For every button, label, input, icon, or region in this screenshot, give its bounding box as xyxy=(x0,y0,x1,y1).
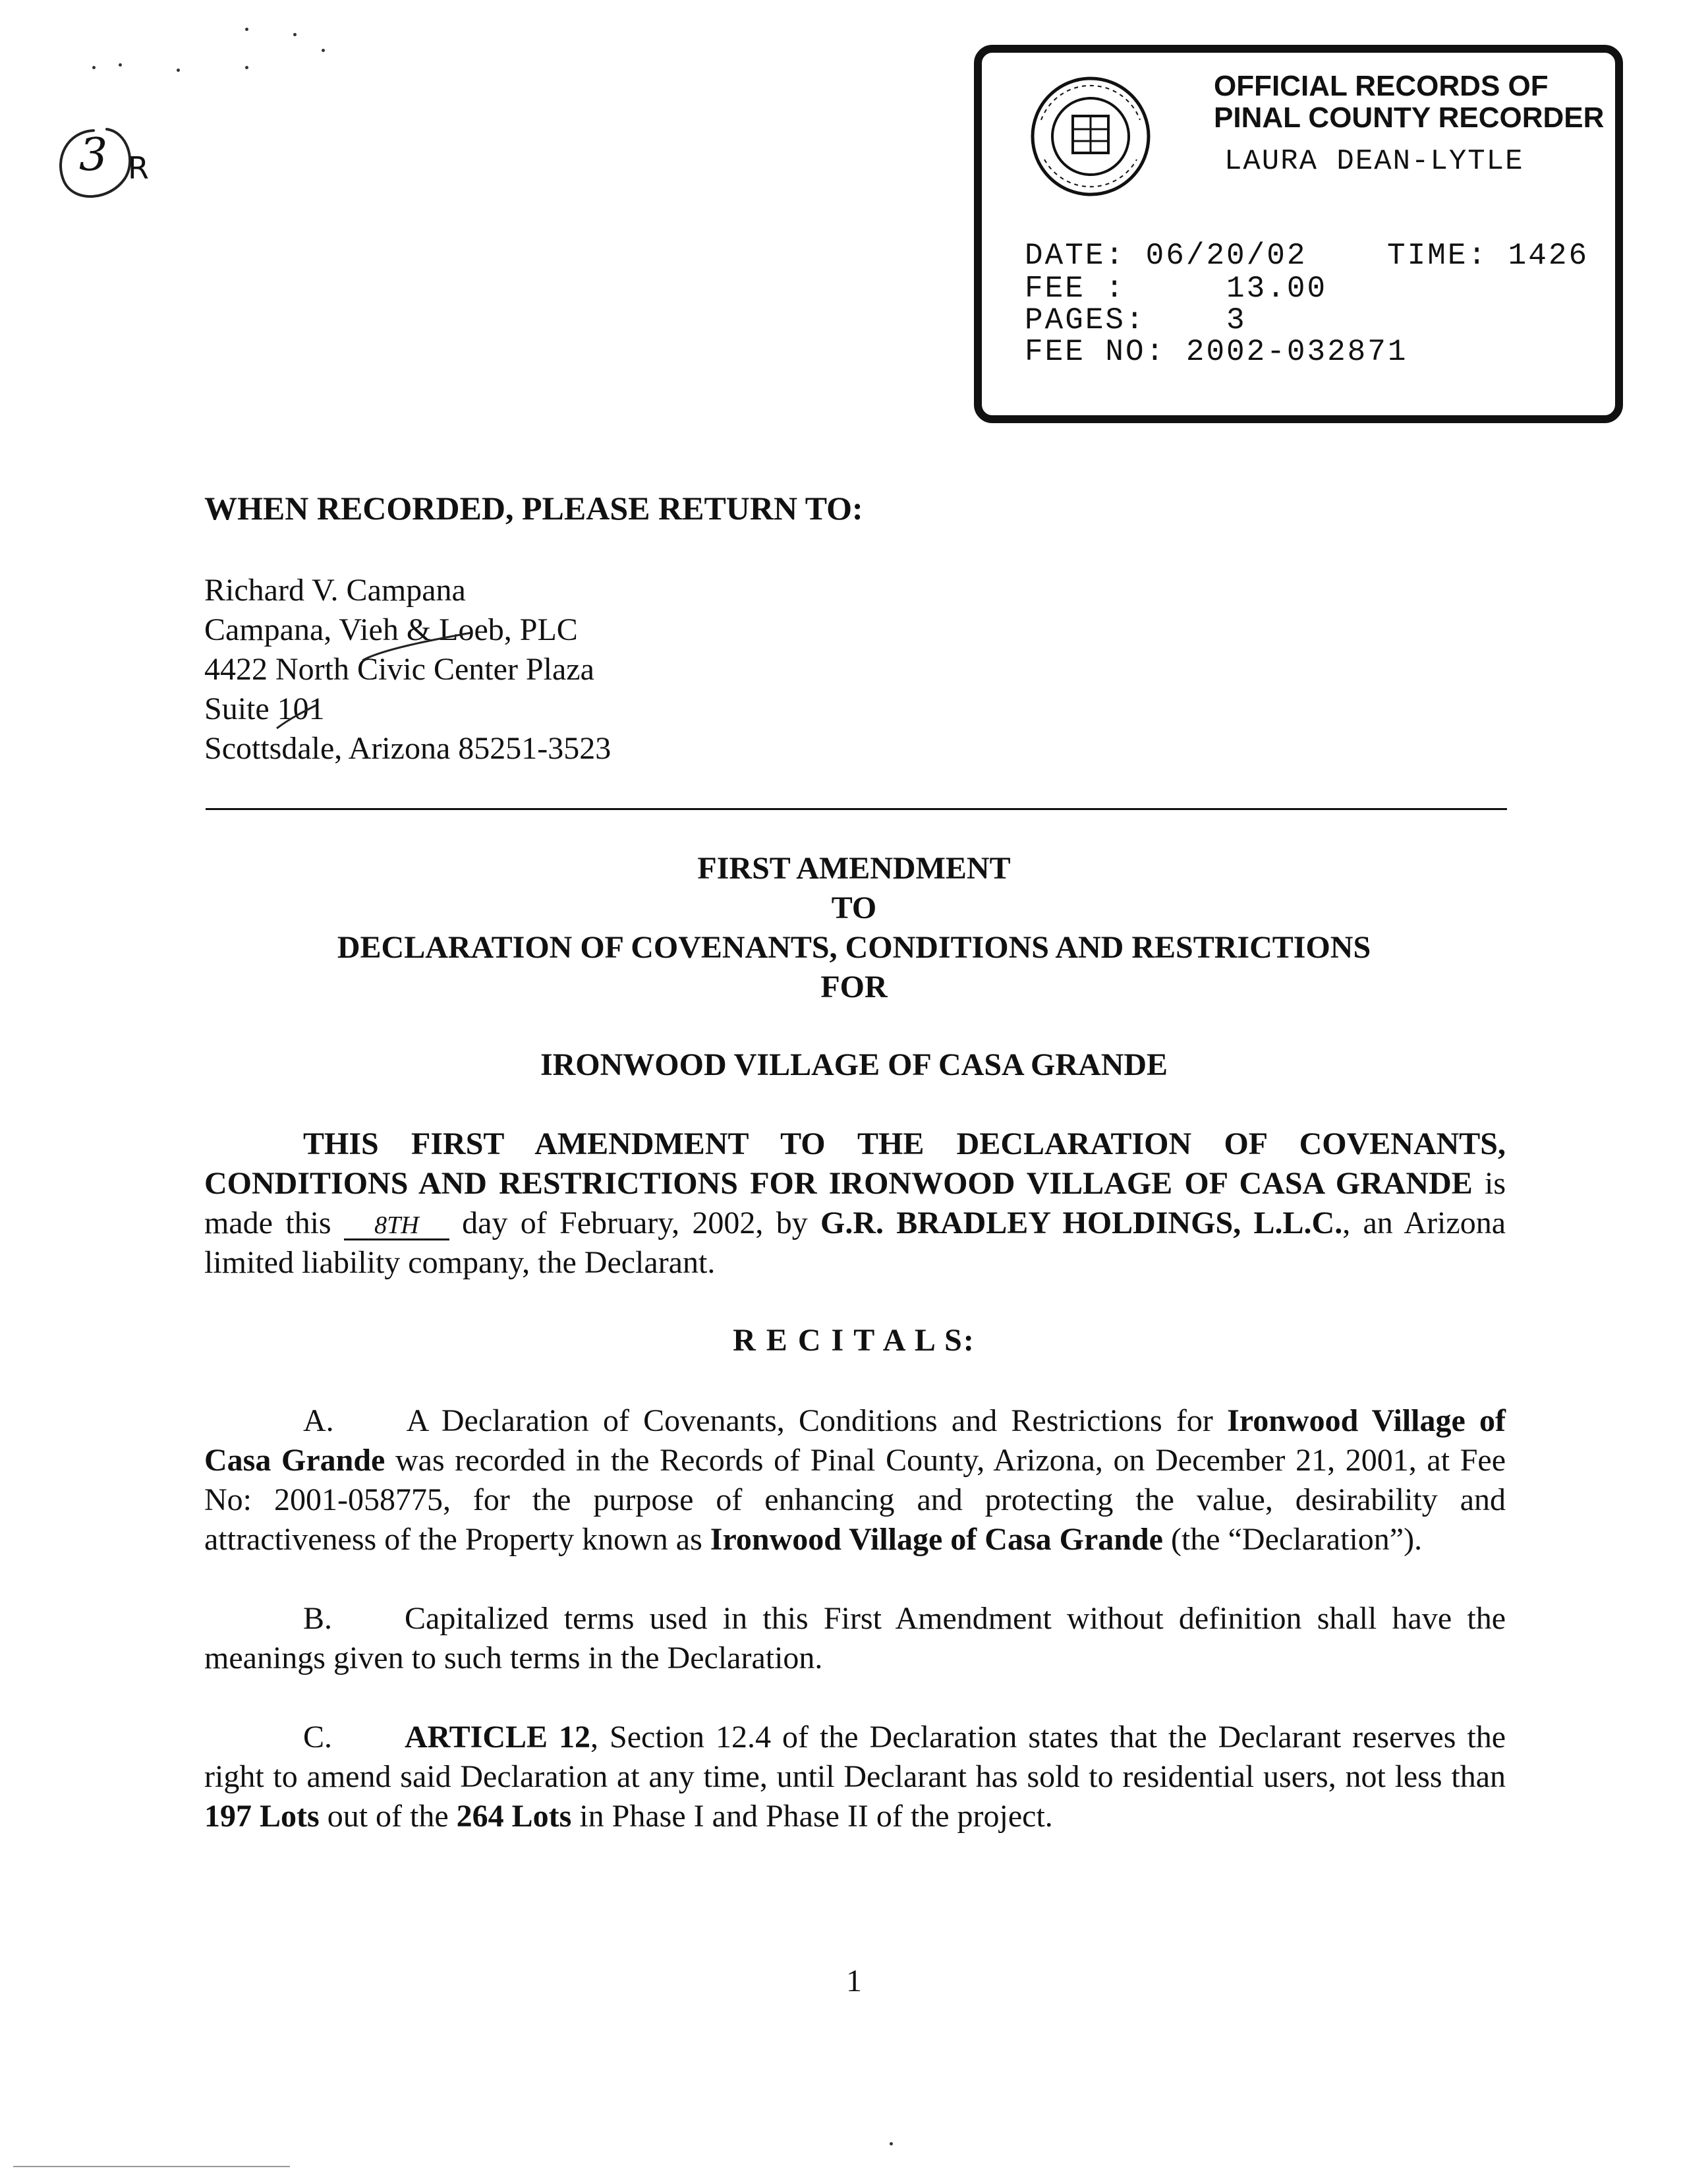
stamp-date: DATE: 06/20/02 xyxy=(1025,239,1307,273)
intro-bold-lead: THIS FIRST AMENDMENT TO THE DECLARATION OF COVENANTS, CONDITIONS AND RESTRICTIONS FOR IRONWOOD VILLAGE OF CASA GRANDE xyxy=(204,1126,1506,1201)
recorder-name: LAURA DEAN-LYTLE xyxy=(1224,145,1524,178)
intro-text: , an Arizona limited liability company, the Declarant. xyxy=(204,1206,1506,1280)
recital-bold: ARTICLE 12 xyxy=(405,1720,591,1755)
scan-speck xyxy=(322,49,325,52)
scan-speck xyxy=(119,63,122,67)
margin-note-circle-icon xyxy=(47,112,192,211)
declarant-company: G.R. BRADLEY HOLDINGS, L.L.C. xyxy=(820,1206,1343,1240)
recital-bold: Ironwood Village of Casa Grande xyxy=(204,1403,1506,1478)
stamp-fee-number: FEE NO: 2002-032871 xyxy=(1025,335,1408,369)
intro-paragraph xyxy=(204,1124,1506,1283)
handwritten-day: 8TH xyxy=(344,1212,449,1240)
recital-bold: 197 Lots xyxy=(204,1799,320,1834)
scan-speck xyxy=(92,66,96,69)
margin-note-number: 3 xyxy=(79,129,108,181)
recital-text: was recorded in the Records of Pinal County, Arizona, on December 21, 2001, at Fee No: 2001-058775, for the purpose of enhancing and protecting the value, desirability and attractiveness of the Property known as xyxy=(204,1443,1506,1557)
scan-speck xyxy=(890,2142,893,2145)
scan-speck xyxy=(245,66,248,69)
recital-text: A Declaration of Covenants, Conditions and Restrictions for xyxy=(406,1403,1228,1438)
title-line3: DECLARATION OF COVENANTS, CONDITIONS AND RESTRICTIONS xyxy=(337,930,1371,965)
return-address-line: Richard V. Campana xyxy=(204,573,466,608)
recital-text: out of the xyxy=(319,1799,457,1834)
title-line4: FOR xyxy=(820,970,888,1004)
intro-text: is made this xyxy=(204,1166,1506,1240)
return-address-line: Campana, Vieh & Loeb, PLC xyxy=(204,612,578,647)
stamp-pages: PAGES: 3 xyxy=(1025,303,1247,337)
section-divider xyxy=(206,808,1507,810)
recitals-heading: R E C I T A L S: xyxy=(733,1323,975,1358)
recital-a xyxy=(204,1401,1506,1559)
recital-c-label: C. xyxy=(303,1720,333,1755)
recital-bold: 264 Lots xyxy=(456,1799,572,1834)
scan-speck xyxy=(177,69,180,72)
handwritten-strike-marks xyxy=(217,613,560,745)
recital-text: in Phase I and Phase II of the project. xyxy=(571,1799,1053,1834)
page-number: 1 xyxy=(846,1964,862,1998)
margin-note xyxy=(47,112,192,211)
recital-text: (the “Declaration”). xyxy=(1162,1522,1423,1557)
recital-b-label: B. xyxy=(303,1601,333,1636)
return-address-line: Scottsdale, Arizona 85251-3523 xyxy=(204,731,612,766)
recital-c xyxy=(204,1718,1506,1836)
recital-bold: Ironwood Village of Casa Grande xyxy=(710,1522,1163,1557)
return-heading: WHEN RECORDED, PLEASE RETURN TO: xyxy=(204,490,863,527)
stamp-heading-line2: PINAL COUNTY RECORDER xyxy=(1214,102,1605,134)
recital-text: Capitalized terms used in this First Amendment without definition shall have the meanings given to such terms in the Declaration. xyxy=(204,1601,1506,1675)
stamp-time: TIME: 1426 xyxy=(1387,239,1589,273)
title-line1: FIRST AMENDMENT xyxy=(697,851,1011,886)
stamp-heading-line1: OFFICIAL RECORDS OF xyxy=(1214,70,1549,102)
scan-speck xyxy=(293,33,297,36)
stamp-fee: FEE : 13.00 xyxy=(1025,272,1328,306)
county-seal-icon xyxy=(1028,74,1153,199)
title-line2: TO xyxy=(831,890,877,925)
intro-text: day of February, 2002, by xyxy=(449,1206,820,1240)
return-address-line: 4422 North Civic Center Plaza xyxy=(204,652,594,687)
scan-edge-line xyxy=(13,2166,290,2167)
margin-note-suffix: R xyxy=(128,150,149,186)
recital-a-label: A. xyxy=(303,1403,334,1438)
recorder-stamp xyxy=(974,45,1623,423)
recital-b xyxy=(204,1599,1506,1678)
recital-text: , Section 12.4 of the Declaration states that the Declarant reserves the right to amend said Declaration at any time, until Declarant has sold to residential users, not less than xyxy=(204,1720,1506,1794)
return-address-line: Suite 101 xyxy=(204,691,325,726)
scan-speck xyxy=(245,28,248,31)
title-line5: IRONWOOD VILLAGE OF CASA GRANDE xyxy=(540,1047,1168,1082)
